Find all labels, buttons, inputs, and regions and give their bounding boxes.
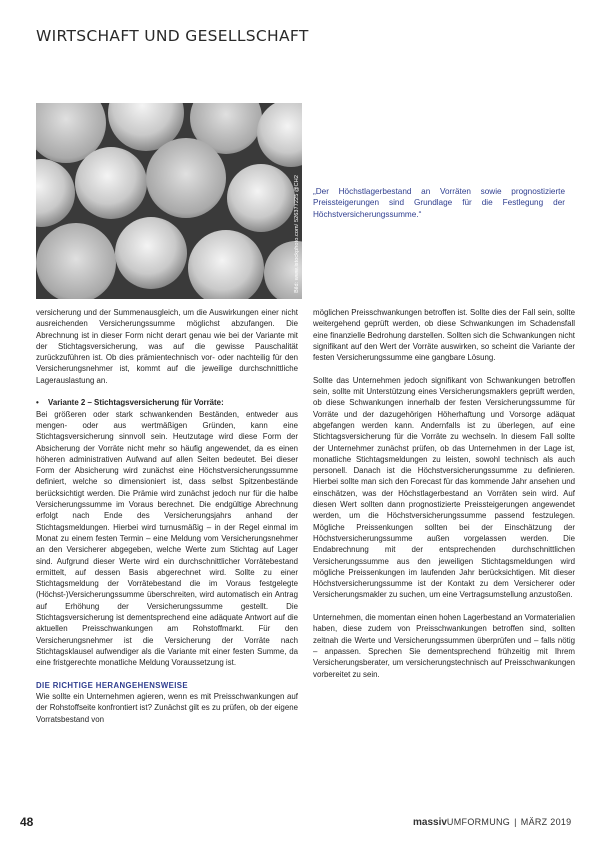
paragraph: Wie sollte ein Unternehmen agieren, wenn es mit Preisschwankungen auf der Rohstoffseite konfrontiert ist? Zunächst gilt es zu prüfen, ob der eigene Vorratsbestand von xyxy=(36,692,298,724)
issue-date: MÄRZ 2019 xyxy=(520,817,572,827)
separator: | xyxy=(514,817,517,827)
brand-name: massiv xyxy=(413,817,447,828)
article-photo xyxy=(36,103,302,299)
text-column-left xyxy=(36,307,298,725)
paragraph: Bei größeren oder stark schwankenden Beständen, entweder aus mengen- oder aus wertmäßigen Gründen, kann eine Stichtagsversicherung sinnvoll sein. Heutzutage wird diese Form der Absicherung der Vorräte nicht mehr so häufig angewendet, da es einen höheren administrativen Aufwand auf allen Seiten bedeutet. Bei dieser Form der Absicherung wird zunächst eine Höchstversicherungssumme definiert, welche so dimensioniert ist, dass selbst Spitzenbestände berücksichtigt werden. Die Prämie wird zunächst jedoch nur für die halbe Versicherungssumme im Voraus berechnet. Die endgültige Abrechnung erfolgt nach Ende des Versicherungsjahrs anhand der Stichtagsmeldungen. Hierbei wird turnusmäßig – in der Regel einmal im Monat zu einem festen Termin – eine Meldung vom Versicherungsnehmer an den Versicherer abgegeben, welche Werte zum Stichtag auf Lager sind. Aufgrund dieser Werte wird ein durchschnittlicher Vorrätebestand ermittelt, auf dessen Basis abgerechnet wird. Sollte zu einer Stichtagsmeldung der Vorrätebestand die im Voraus festgelegte (Höchst-)Versicherungssumme überschreiten, wird automatisch ein Antrag auf Erhöhung der Versicherungssumme gestellt. Die Stichtagsversicherung ist dementsprechend eine adäquate Antwort auf die aktuellen Preisschwankungen am Rohstoffmarkt. Für den Versicherungsnehmer ist die Versicherung der Vorräte nach Stichtagsklausel aufwendiger als die Variante mit einer festen Summe, da eine fristgerechte monatliche Meldung Voraussetzung ist. xyxy=(36,409,298,668)
paragraph: möglichen Preisschwankungen betroffen ist. Sollte dies der Fall sein, sollte weitergehend geprüft werden, ob diese Schwankungen im Schadensfall eine finanzielle Bedrohung darstellen. Sollten sich die Schwankungen nicht signifikant auf den Wert der Vorräte auswirken, so scheint die Variante der festen Versicherungssumme eine gangbare Lösung. xyxy=(313,308,575,363)
paragraph: versicherung und der Summenausgleich, um die Auswirkungen einer nicht ausreichenden Versicherungssumme möglichst abzufangen. Die Abrechnung ist in dieser Form nicht derart genau wie bei der Variante mit der Stichtagsversicherung, was auf die gewisse Pauschalität zurückzuführen ist. Ob dies prämientechnisch vor- oder nachteilig für den Versicherungsnehmer ist, kommt auf die jeweilige durchschnittliche Lagerauslastung an. xyxy=(36,308,298,385)
subheading xyxy=(36,397,298,408)
magazine-footer xyxy=(413,817,572,828)
paragraph: Sollte das Unternehmen jedoch signifikant von Schwankungen betroffen sein, sollte mit Unterstützung eines Versicherungsmaklers geprüft werden, ob diese Schwankungen innerhalb der festen Versicherungssumme für Vorräte und der dazugehörigen Höherhaftung und Vorsorge adäquat abgefangen werden kann. Andernfalls ist zu überlegen, auf eine Stichtagsversicherung für die Vorräte zu wechseln. In diesem Fall sollte der Unternehmer zunächst prüfen, ob das Unternehmen in der Lage ist, monatliche Stichtagsmeldungen zu leisten, sowohl technisch als auch personell. Danach ist die Höchstversicherungssumme zu definieren. Hierbei sollte man sich den Forecast für das kommende Jahr ansehen und einschätzen, was der Höchstlagerbestand an Vorräten sein wird. Auf diesen Wert sollten dann prognostizierte Preissteigerungen angewendet werden, um die Höchstversicherungssumme passend festzulegen. Mögliche Preissenkungen sollten bei der Einschätzung der Höchstversicherungssumme außen vorgelassen werden. Die Endabrechnung mit der entsprechenden durchschnittlichen Versicherungssumme aus den jeweiligen Stichtagsmeldungen wird mögliche Preissenkungen im laufenden Jahr berücksichtigen. Mit dieser Höchstversicherungssumme ist der Kontakt zu dem Versicherer oder Versicherungsmakler zu suchen, um eine Vertragsumstellung anzustoßen. xyxy=(313,375,575,600)
paragraph: Unternehmen, die momentan einen hohen Lagerbestand an Vormaterialien haben, diese zudem von Preisschwankungen betroffen sind, sollten zeitnah die Werte und Versicherungssummen überprüfen und – falls nötig – anpassen. Sprechen Sie dementsprechend frühzeitig mit Ihrem Versicherungsberater, um versicherungstechnisch auf Preisschwankungen vorbereitet zu sein. xyxy=(313,613,575,679)
section-header: WIRTSCHAFT UND GESELLSCHAFT xyxy=(36,27,309,45)
magazine-name: UMFORMUNG xyxy=(446,817,511,827)
bullet-icon: • xyxy=(36,398,39,408)
variant-heading: Variante 2 – Stichtagsversicherung für Vorräte: xyxy=(48,398,224,408)
metal-bars-image xyxy=(36,103,302,299)
page-number: 48 xyxy=(20,815,34,829)
text-column-right xyxy=(313,307,575,680)
pull-quote: „Der Höchstlagerbestand an Vorräten sowie prognostizierte Preissteigerungen sind Grundlage für die Festlegung der Höchstversicherungssumme.“ xyxy=(313,187,565,219)
section-heading: DIE RICHTIGE HERANGEHENSWEISE xyxy=(36,680,188,690)
photo-credit: Bild: www.istockphoto.com/ 526377225 @CH2 xyxy=(294,175,300,293)
